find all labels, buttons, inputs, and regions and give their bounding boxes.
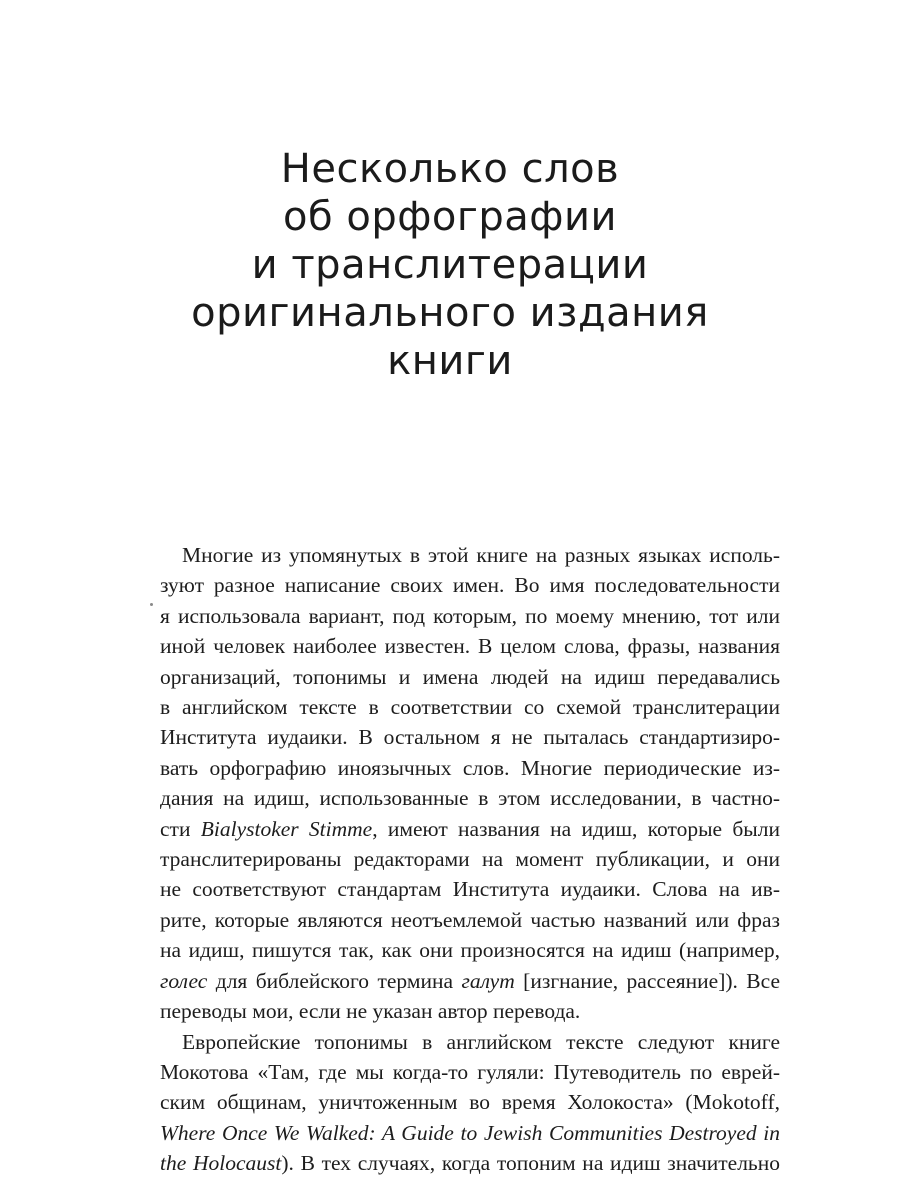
text-line: Мокотова «Там, где мы когда-то гуляли: Путеводитель по еврей-	[160, 1059, 780, 1084]
title-line: и транслитерации	[251, 242, 649, 288]
text-line: транслитерированы редакторами на момент публикации, и они	[160, 847, 780, 872]
text-line: иной человек наиболее известен. В целом слова, фразы, названия	[160, 634, 780, 659]
scan-speck	[150, 603, 153, 606]
text-line: ским общинам, уничтоженным во время Холокоста» (Mokotoff,	[160, 1090, 780, 1115]
text-run: [изгнание, рассеяние]). Все	[514, 968, 781, 993]
text-line: Института иудаики. В остальном я не пыталась стандартизиро-	[160, 725, 780, 750]
book-title-italic: the Holocaust	[160, 1151, 282, 1176]
text-line: дания на идиш, использованные в этом исследовании, в частно-	[160, 786, 780, 811]
text-run: сти	[160, 816, 201, 841]
text-line: я использовала вариант, под которым, по моему мнению, тот или	[160, 603, 780, 628]
text-line: в английском тексте в соответствии со схемой транслитерации	[160, 695, 780, 720]
title-line: Несколько слов	[280, 146, 620, 192]
text-line	[160, 1148, 780, 1178]
text-line: переводы мои, если не указан автор перевода.	[160, 999, 581, 1024]
paragraph-1	[160, 540, 780, 1027]
title-line: оригинального издания	[191, 290, 709, 336]
body-text	[160, 540, 780, 1179]
text-run: ). В тех случаях, когда топоним на идиш значительно	[281, 1151, 780, 1176]
text-line: Многие из упомянутых в этой книге на разных языках исполь-	[182, 543, 780, 567]
periodical-title: Bialystoker Stimme	[200, 816, 373, 841]
text-line: рите, которые являются неотъемлемой частью названий или фраз	[160, 907, 780, 932]
text-line: организаций, топонимы и имена людей на идиш передавались	[160, 664, 780, 689]
text-line: не соответствуют стандартам Института иудаики. Слова на ив-	[160, 877, 780, 902]
text-run: для библейского термина	[207, 968, 462, 993]
text-line	[160, 966, 780, 996]
title-line: книги	[387, 338, 513, 384]
term-italic: голес	[160, 968, 208, 993]
text-line: вать орфографию иноязычных слов. Многие периодические из-	[160, 755, 780, 780]
text-line	[160, 814, 780, 844]
text-run: , имеют названия на идиш, которые были	[372, 816, 780, 841]
chapter-title	[120, 145, 780, 385]
paragraph-2	[160, 1027, 780, 1179]
text-line: Европейские топонимы в английском тексте следуют книге	[182, 1029, 780, 1054]
title-line: об орфографии	[283, 194, 617, 240]
text-line: зуют разное написание своих имен. Во имя последовательности	[160, 573, 780, 598]
text-line: на идиш, пишутся так, как они произносятся на идиш (например,	[160, 938, 780, 963]
book-title-italic: Where Once We Walked: A Guide to Jewish Communities Destroyed in	[160, 1120, 780, 1145]
term-italic: галут	[461, 968, 515, 993]
